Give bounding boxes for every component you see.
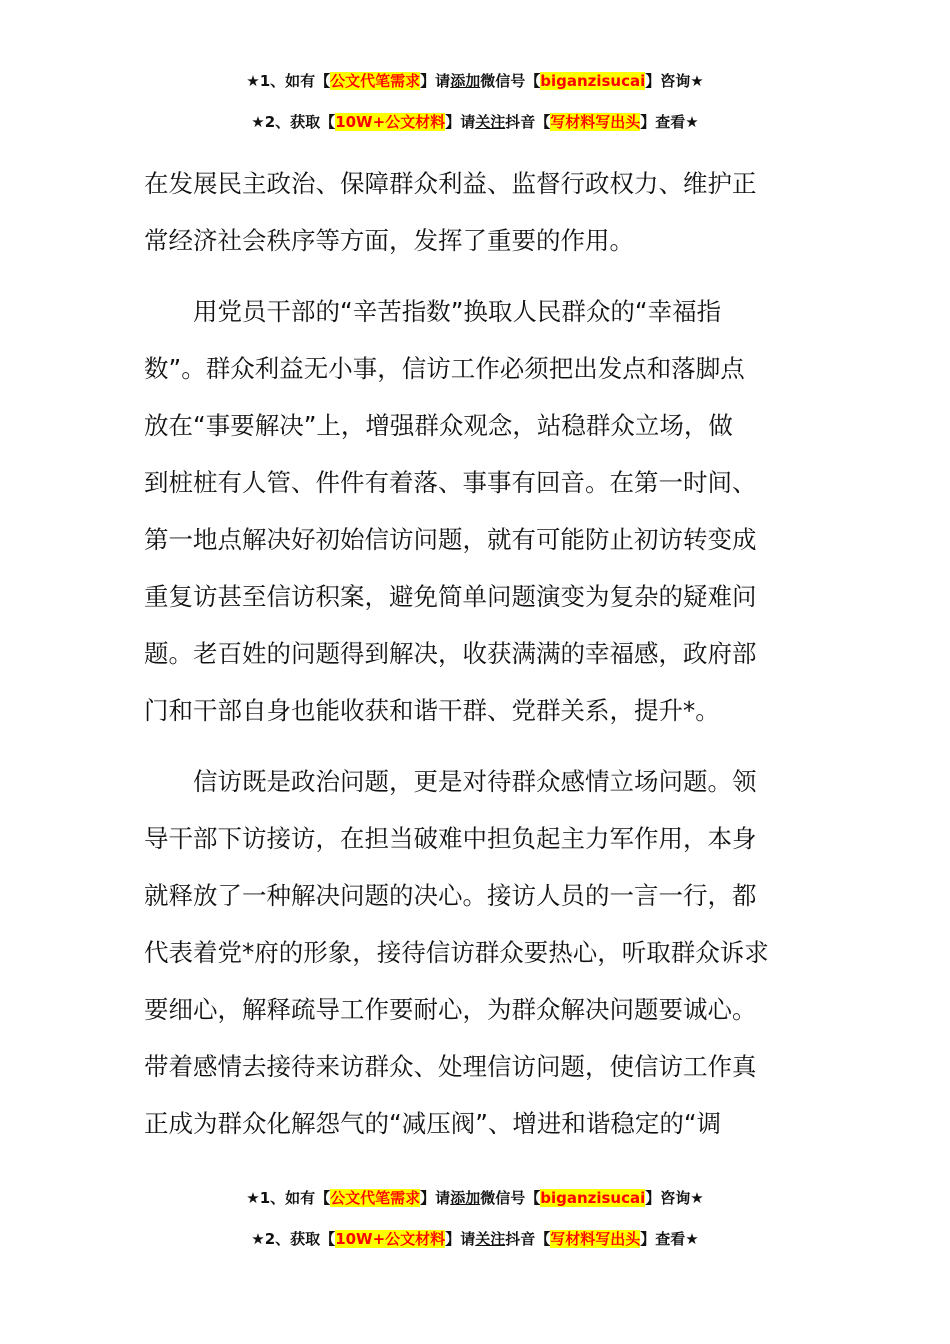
- paragraph-gap: [144, 739, 808, 753]
- header-2-highlight-materials: 10W+公文材料: [335, 113, 446, 131]
- header-2-mid2: 抖音【: [505, 113, 551, 131]
- footer-2-highlight-douyin: 写材料写出头: [550, 1230, 641, 1248]
- header-2-highlight-douyin: 写材料写出头: [550, 113, 641, 131]
- footer-promo-line-2: [0, 1228, 950, 1250]
- footer-1-suffix: 】咨询★: [645, 1189, 704, 1207]
- footer-1-highlight-wechat: biganzisucai: [540, 1189, 646, 1207]
- body-line: 题。老百姓的问题得到解决，收获满满的幸福感，政府部: [144, 639, 757, 668]
- footer-1-mid: 】请: [420, 1189, 451, 1207]
- header-promo-line-1: [0, 70, 950, 92]
- body-line: 数”。群众利益无小事，信访工作必须把出发点和落脚点: [144, 354, 745, 383]
- body-line: 导干部下访接访，在担当破难中担负起主力军作用，本身: [144, 824, 757, 853]
- body-line: 第一地点解决好初始信访问题，就有可能防止初访转变成: [144, 525, 757, 554]
- footer-2-prefix: ★2、获取【: [251, 1230, 336, 1248]
- footer-promo-line-1: [0, 1187, 950, 1209]
- body-line: 代表着党*府的形象，接待信访群众要热心，听取群众诉求: [144, 938, 769, 967]
- body-line: 正成为群众化解怨气的“减压阀”、增进和谐稳定的“调: [144, 1109, 722, 1138]
- footer-1-highlight-service: 公文代笔需求: [330, 1189, 421, 1207]
- header-1-mid2: 微信号【: [480, 72, 541, 90]
- footer-2-underlined: 关注: [475, 1230, 506, 1248]
- footer-2-suffix: 】查看★: [640, 1230, 699, 1248]
- header-1-highlight-service: 公文代笔需求: [330, 72, 421, 90]
- header-1-prefix: ★1、如有【: [246, 72, 331, 90]
- footer-2-mid: 】请: [445, 1230, 476, 1248]
- header-2-suffix: 】查看★: [640, 113, 699, 131]
- body-line: 信访既是政治问题，更是对待群众感情立场问题。领: [193, 767, 757, 796]
- footer-2-highlight-materials: 10W+公文材料: [335, 1230, 446, 1248]
- body-line: 到桩桩有人管、件件有着落、事事有回音。在第一时间、: [144, 468, 757, 497]
- footer-1-mid2: 微信号【: [480, 1189, 541, 1207]
- footer-1-prefix: ★1、如有【: [246, 1189, 331, 1207]
- footer-1-underlined: 添加: [450, 1189, 481, 1207]
- body-line: 就释放了一种解决问题的决心。接访人员的一言一行，都: [144, 881, 757, 910]
- body-line: 用党员干部的“辛苦指数”换取人民群众的“幸福指: [193, 297, 722, 326]
- header-promo-line-2: [0, 111, 950, 133]
- header-2-prefix: ★2、获取【: [251, 113, 336, 131]
- body-line: 要细心，解释疏导工作要耐心，为群众解决问题要诚心。: [144, 995, 757, 1024]
- body-line: 在发展民主政治、保障群众利益、监督行政权力、维护正: [144, 169, 757, 198]
- footer-2-mid2: 抖音【: [505, 1230, 551, 1248]
- document-body: [144, 155, 808, 1152]
- header-2-mid: 】请: [445, 113, 476, 131]
- body-line: 门和干部自身也能收获和谐干群、党群关系，提升*。: [144, 696, 720, 725]
- header-1-highlight-wechat: biganzisucai: [540, 72, 646, 90]
- body-line: 放在“事要解决”上，增强群众观念，站稳群众立场，做: [144, 411, 733, 440]
- body-line: 重复访甚至信访积案，避免简单问题演变为复杂的疑难问: [144, 582, 757, 611]
- paragraph-gap: [144, 269, 808, 283]
- header-1-mid: 】请: [420, 72, 451, 90]
- header-1-underlined: 添加: [450, 72, 481, 90]
- body-line: 带着感情去接待来访群众、处理信访问题，使信访工作真: [144, 1052, 757, 1081]
- header-1-suffix: 】咨询★: [645, 72, 704, 90]
- header-2-underlined: 关注: [475, 113, 506, 131]
- body-line: 常经济社会秩序等方面，发挥了重要的作用。: [144, 226, 634, 255]
